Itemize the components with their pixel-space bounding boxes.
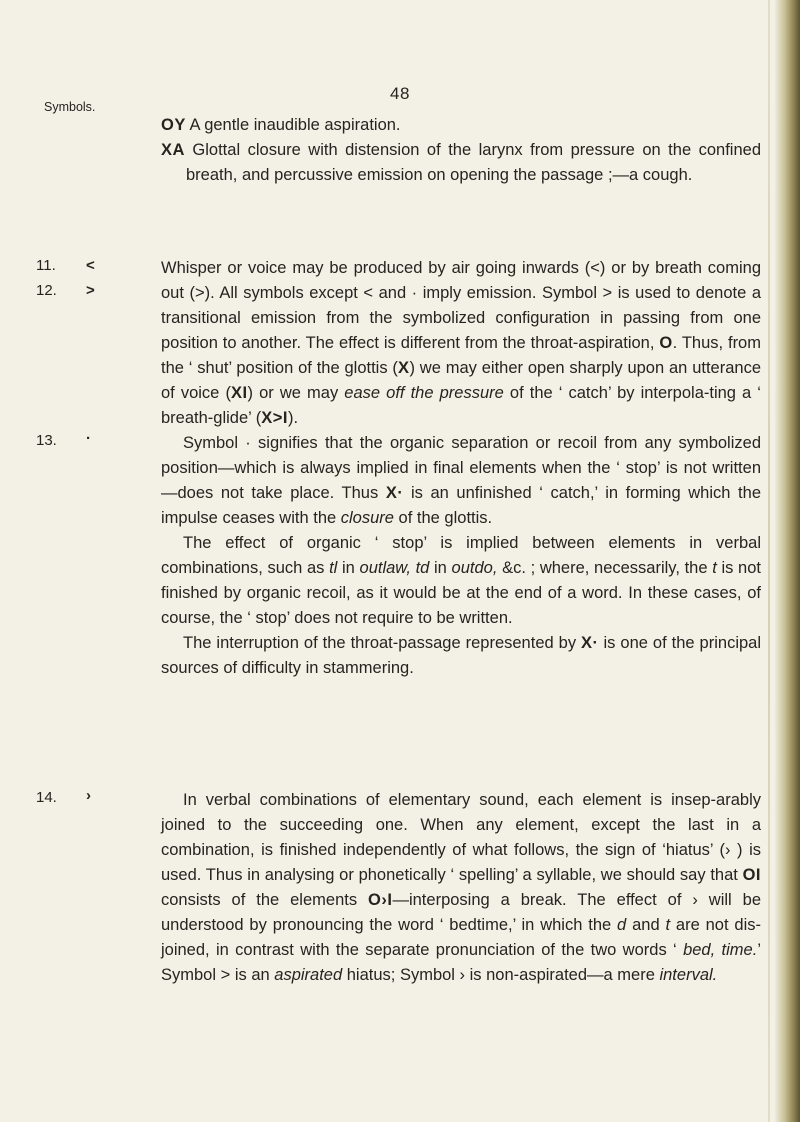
symbol-glyph: XA: [161, 141, 185, 159]
paragraph-stop: Symbol · signifies that the organic separation or recoil from any symbolized position—which is always implied in final elements when the ‘ stop’ is not written—does not take place. Thus X· is an unfinished ‘ catch,’ in forming which the impulse ceases with the closure of the glottis. The effect of organic ‘ stop’ is implied between elements in verbal combinations, such as tl in outlaw, td in outdo, &c. ; where, necessarily, the t is not finished by organic recoil, as it would be at the end of a word. In these cases, of course, the ‘ stop’ does not require to be written. The interruption of the throat-passage represented by X· is one of the principal sources of difficulty in stammering.: [161, 434, 761, 677]
running-head: Symbols.: [44, 100, 96, 114]
symbol-definitions: [161, 113, 761, 188]
section-mark-12: >: [86, 282, 95, 299]
definition-gentle-aspiration: OY A gentle inaudible aspiration.: [161, 116, 401, 134]
symbol-glyph: OY: [161, 116, 186, 134]
section-number-11: 11.: [36, 257, 56, 274]
paragraph-hiatus: In verbal combinations of elementary sound, each element is insep-arably joined to the succeeding one. When any element, except the last in a combination, is finished independently of what follows, the sign of ‘hiatus’ (› ) is used. Thus in analysing or phonetically ‘ spelling’ a syllable, we should say that OI consists of the elements O›I—interposing a break. The effect of › will be understood by pronouncing the word ‘ bedtime,’ in which the d and t are not dis-joined, in contrast with the separate pronunciation of the two words ‘ bed, time.’ Symbol > is an aspirated hiatus; Symbol › is non-aspirated—a mere interval.: [161, 791, 762, 984]
paragraph-whisper-voice: Whisper or voice may be produced by air going inwards (<) or by breath coming out (>). All symbols except < and · imply emission. Symbol > is used to denote a transitional emission from the symbolized configuration in passing from one position to another. The effect is different from the throat-aspiration, O. Thus, from the ‘ shut’ position of the glottis (X) we may either open sharply upon an utterance of voice (XI) or we may ease off the pressure of the ‘ catch’ by interpola-ting a ‘ breath-glide’ (X>I).: [161, 259, 761, 427]
page-edge-shadow: [774, 0, 800, 1122]
section-number-14: 14.: [36, 789, 57, 806]
section-mark-13: ·: [86, 430, 91, 447]
definition-glottal-closure: XA Glottal closure with distension of the larynx from pressure on the confined breath, and percussive emission on opening the passage ;—a cough.: [161, 141, 761, 184]
page-fold-line: [768, 0, 770, 1122]
section-mark-14: ›: [86, 787, 91, 804]
section-mark-11: <: [86, 257, 95, 274]
page-number: 48: [390, 84, 410, 103]
section-number-13: 13.: [36, 432, 57, 449]
section-number-12: 12.: [36, 282, 57, 299]
